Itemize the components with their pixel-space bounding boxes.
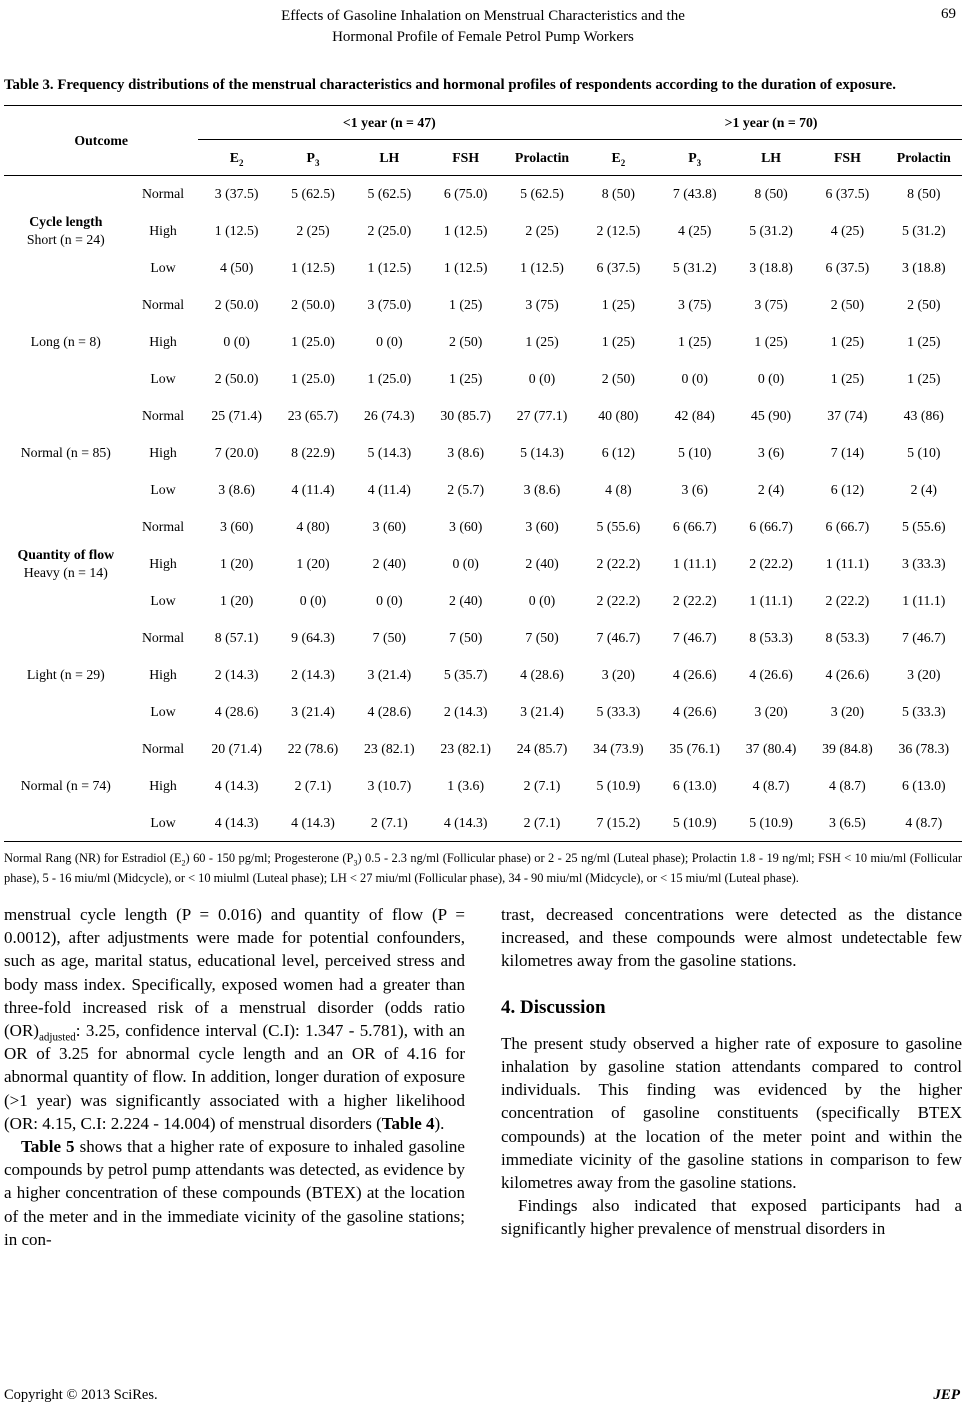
table-cell: 3 (60) <box>219 519 254 534</box>
table-cell: 1 (12.5) <box>214 223 259 238</box>
table-cell: 3 (20) <box>754 704 788 719</box>
table-cell: 3 (8.6) <box>523 482 561 497</box>
table-cell: 4 (8.7) <box>752 778 790 793</box>
table-row <box>4 620 962 657</box>
outcome-group-label-bold: Quantity of flow <box>17 547 115 562</box>
table-cell: 2 (50.0) <box>214 297 259 312</box>
table-cell: 1 (12.5) <box>443 223 488 238</box>
subscript-text: 2 <box>181 858 186 868</box>
right-column <box>501 903 962 1251</box>
table-cell: 6 (12) <box>601 445 636 460</box>
level-label: High <box>149 334 177 349</box>
table-cell: 22 (78.6) <box>287 741 339 756</box>
table-cell: 3 (20) <box>601 667 636 682</box>
table-cell: 5 (10.9) <box>749 814 793 830</box>
table-row <box>4 213 962 250</box>
table-cell: 3 (8.6) <box>218 482 256 497</box>
table-cell: 7 (50) <box>525 630 559 645</box>
table-row <box>4 472 962 509</box>
hormone-column-header: Prolactin <box>886 140 962 176</box>
table-cell: 2 (40) <box>449 593 483 608</box>
table-cell: 4 (50) <box>219 260 254 275</box>
table-cell: 3 (20) <box>830 704 865 719</box>
table-cell: 1 (25) <box>907 334 941 349</box>
table-cell: 7 (50) <box>449 630 483 645</box>
table-cell: 2 (50.0) <box>291 297 335 312</box>
table-row <box>4 546 962 583</box>
table-row <box>4 583 962 620</box>
table-cell: 1 (25.0) <box>367 371 412 386</box>
outcome-group-label: Cycle length Short (n = 24) <box>26 214 105 248</box>
body-text <box>4 903 962 1251</box>
hormone-column-header: $E_2$ <box>580 140 656 176</box>
table-cell: 3 (75.0) <box>367 297 412 312</box>
table-cell: 0 (0) <box>528 371 556 386</box>
level-label: Normal <box>141 519 185 534</box>
table-cell: 6 (13.0) <box>672 778 717 793</box>
outcome-group-label-bold: Cycle length <box>29 214 103 230</box>
table-cell: 3 (21.4) <box>367 667 412 682</box>
table-cell: 1 (25.0) <box>291 334 335 349</box>
table-cell: 3 (8.6) <box>447 445 485 460</box>
table-row <box>4 435 962 472</box>
table-cell: 37 (74) <box>827 408 868 423</box>
table-cell: 2 (7.1) <box>523 778 561 793</box>
outcome-group-label: Long (n = 8) <box>30 334 101 349</box>
level-label: Normal <box>141 408 185 423</box>
subscript-text: 2 <box>239 157 244 168</box>
table-row <box>4 694 962 731</box>
table3-caption: Table 3. Frequency distributions of the menstrual characteristics and hormonal profiles of respondents according to the duration of exposure. <box>4 77 896 93</box>
table-cell: 43 (86) <box>903 408 944 423</box>
table-cell: 8 (50) <box>601 186 636 202</box>
table-cell: 1 (11.1) <box>749 593 793 608</box>
table-cell: 8 (53.3) <box>749 630 793 645</box>
table-cell: 6 (37.5) <box>825 186 870 202</box>
right-column-discussion-paragraphs <box>501 1032 962 1241</box>
table-cell: 1 (20) <box>296 556 330 571</box>
outcome-group-label: Light (n = 29) <box>26 667 105 682</box>
table-cell: 2 (14.3) <box>214 667 259 682</box>
table-cell: 4 (80) <box>296 519 330 534</box>
table-cell: 1 (20) <box>219 593 254 608</box>
table-cell: 1 (25) <box>830 334 865 349</box>
table-cell: 2 (25) <box>296 223 330 238</box>
table-cell: 5 (62.5) <box>291 186 335 202</box>
table-cell: 26 (74.3) <box>364 408 415 423</box>
table-cell: 2 (50) <box>449 334 483 349</box>
level-label: Low <box>150 371 176 386</box>
table-cell: 8 (22.9) <box>291 445 335 460</box>
table-cell: 3 (18.8) <box>749 260 793 275</box>
table3-footnote: Normal Rang (NR) for Estradiol $(E_2)$ 60 - 150 pg/ml; Progesterone $(P_3)$ 0.5 - 2.3 ng/ml (Follicular phase) or 2 - 25 ng/ml (Luteal phase); Prolactin 1.8 - 19 ng/ml; FSH < 10 miu/ml (Follicular phase), 5 - 16 miu/ml (Midcycle), or < 10 miulml (Luteal phase); LH < 27 miu/ml (Follicular phase), 34 - 90 miu/ml (Midcycle), or < 15 miu/ml (Luteal phase). <box>4 851 962 885</box>
table3-header <box>4 106 962 176</box>
table-cell: 7 (14) <box>830 445 865 460</box>
level-label: Low <box>150 260 176 275</box>
body-paragraph: The present study observed a higher rate of exposure to gasoline inhalation by gasoline station attendants compared to control individuals. This finding was evidenced by the higher concentration of gasoline constituents (specifically BTEX compounds) at the location of the meter point and within the immediate vicinity of the gasoline stations in comparison to few kilometres away from the gasoline stations. <box>501 1033 962 1193</box>
table-cell: 1 (20) <box>219 556 254 571</box>
level-label: High <box>149 778 177 793</box>
table-cell: 4 (26.6) <box>749 667 793 682</box>
table-cell: 3 (6.5) <box>828 814 866 830</box>
level-label: High <box>149 445 177 460</box>
outcome-group-label: Normal (n = 74) <box>20 777 111 793</box>
table-cell: 4 (14.3) <box>214 814 259 830</box>
table-cell: 25 (71.4) <box>211 408 262 423</box>
table-row <box>4 657 962 694</box>
table-cell: 2 (7.1) <box>294 778 332 793</box>
level-label: Low <box>150 704 176 719</box>
table-cell: 3 (21.4) <box>520 704 564 719</box>
subscript-text: 3 <box>696 157 702 168</box>
table-cell: 6 (66.7) <box>672 519 717 534</box>
table-cell: 5 (62.5) <box>520 186 564 202</box>
journal-abbreviation: JEP <box>933 1387 960 1403</box>
table-cell: 5 (10.9) <box>596 778 641 793</box>
table-cell: 7 (46.7) <box>901 630 946 645</box>
table-cell: 7 (43.8) <box>672 186 717 202</box>
table-cell: 4 (8) <box>605 482 632 497</box>
table-cell: 5 (31.2) <box>901 223 946 238</box>
table-cell: 5 (55.6) <box>596 519 641 534</box>
table-row <box>4 287 962 324</box>
table-cell: 2 (22.2) <box>825 593 870 608</box>
table-cell: 1 (25) <box>601 297 636 312</box>
table-cell: 3 (21.4) <box>291 704 335 719</box>
table3 <box>4 105 962 842</box>
table-cell: 7 (15.2) <box>596 814 641 830</box>
discussion-heading: 4. Discussion <box>501 996 606 1018</box>
table-cell: 2 (25.0) <box>367 223 412 238</box>
table-cell: 2 (22.2) <box>672 593 717 608</box>
table-cell: 1 (25) <box>754 334 788 349</box>
table-cell: 3 (60) <box>449 519 483 534</box>
right-column-top-paragraphs <box>501 903 962 973</box>
table-cell: 5 (33.3) <box>901 704 946 719</box>
table-cell: 5 (62.5) <box>367 186 412 202</box>
table-row <box>4 250 962 287</box>
running-head <box>4 6 962 48</box>
table-cell: 4 (8.7) <box>828 778 866 793</box>
page-number: 69 <box>941 6 956 22</box>
table-cell: 24 (85.7) <box>516 741 568 756</box>
table-cell: 6 (66.7) <box>749 519 793 534</box>
table-cell: 2 (50.0) <box>214 371 259 386</box>
table-cell: 1 (25.0) <box>291 371 335 386</box>
table-cell: 3 (6) <box>757 445 785 460</box>
table-cell: 2 (25) <box>525 223 559 238</box>
table-cell: 8 (50) <box>907 186 941 202</box>
outcome-column-header: Outcome <box>4 106 198 176</box>
subscript-text: 2 <box>620 157 626 168</box>
table-cell: 3 (33.3) <box>901 556 946 571</box>
table-cell: 4 (8.7) <box>905 814 943 830</box>
table-cell: 2 (14.3) <box>291 667 335 682</box>
table-cell: 5 (14.3) <box>520 445 564 460</box>
table-cell: 3 (60) <box>525 519 559 534</box>
table-cell: 5 (33.3) <box>596 704 641 719</box>
table-cell: 2 (7.1) <box>370 814 408 830</box>
table-cell: 1 (25) <box>907 371 941 386</box>
bold-text: Table 5 <box>21 1137 75 1157</box>
level-label: Normal <box>141 186 185 202</box>
table-cell: 2 (50) <box>907 297 941 312</box>
table-cell: 2 (22.2) <box>596 593 641 608</box>
hormone-column-header: $E_2$ <box>198 140 274 176</box>
table-cell: 5 (10) <box>678 445 712 460</box>
level-label: Normal <box>141 297 185 312</box>
table3-body <box>4 176 962 842</box>
table-cell: 2 (50) <box>830 297 865 312</box>
copyright-notice: Copyright © 2013 SciRes. <box>4 1387 158 1403</box>
subscript-text: 3 <box>314 157 320 168</box>
hormone-column-header: $P_3$ <box>275 140 351 176</box>
table-cell: 40 (80) <box>598 408 639 423</box>
level-label: High <box>149 223 177 238</box>
table-cell: 5 (35.7) <box>443 667 488 682</box>
table-cell: 4 (26.6) <box>672 704 717 719</box>
table-cell: 37 (80.4) <box>745 741 797 756</box>
left-column <box>4 903 465 1251</box>
table-group-header-row <box>4 106 962 140</box>
outcome-group-label: Normal (n = 85) <box>20 445 111 460</box>
outcome-group-label: Quantity of flow Heavy (n = 14) <box>17 547 115 580</box>
table-cell: 1 (12.5) <box>443 260 488 275</box>
table-cell: 4 (14.3) <box>443 814 488 830</box>
table-cell: 1 (11.1) <box>673 556 717 571</box>
exposure-group-header-gt1yr: >1 year (n = 70) <box>580 106 962 140</box>
table-cell: 34 (73.9) <box>593 741 644 756</box>
table-cell: 30 (85.7) <box>440 408 491 423</box>
table-cell: 4 (28.6) <box>520 667 564 682</box>
table-cell: 2 (12.5) <box>596 223 641 238</box>
level-label: High <box>149 556 177 571</box>
table-cell: 1 (11.1) <box>825 556 869 571</box>
table-cell: 5 (31.2) <box>672 260 717 275</box>
table-cell: 2 (4) <box>910 482 937 497</box>
table-cell: 20 (71.4) <box>211 741 262 756</box>
table-cell: 2 (22.2) <box>596 556 641 571</box>
table-cell: 5 (55.6) <box>901 519 946 534</box>
hormone-column-header: LH <box>733 140 809 176</box>
running-head-title-line2: Hormonal Profile of Female Petrol Pump Workers <box>332 29 634 45</box>
level-label: Low <box>150 482 176 497</box>
table-cell: 42 (84) <box>674 408 715 423</box>
level-label: Low <box>150 814 176 830</box>
table-cell: 4 (26.6) <box>825 667 870 682</box>
table-cell: 9 (64.3) <box>291 630 335 645</box>
table-cell: 2 (22.2) <box>749 556 793 571</box>
table-cell: 4 (14.3) <box>291 814 335 830</box>
table-cell: 3 (10.7) <box>367 778 412 793</box>
table-cell: 5 (14.3) <box>367 445 412 460</box>
table-cell: 3 (75) <box>754 297 788 312</box>
level-label: Normal <box>141 741 185 756</box>
table-cell: 4 (28.6) <box>214 704 259 719</box>
table-row <box>4 805 962 842</box>
body-paragraph: Table 5 shows that a higher rate of exposure to inhaled gasoline compounds by petrol pump attendants was detected, as evidence by a higher concentration of these compounds (BTEX) at the location of the meter and in the immediate vicinity of the gasoline stations; in con- <box>4 1137 465 1249</box>
table-cell: 6 (75.0) <box>443 186 488 202</box>
level-label: High <box>149 667 177 682</box>
bold-text: Table 4 <box>381 1113 435 1133</box>
table-cell: 4 (11.4) <box>291 482 335 497</box>
table-cell: 0 (0) <box>528 593 556 608</box>
subscript-text: 3 <box>353 858 358 868</box>
table-cell: 2 (7.1) <box>523 814 561 830</box>
table-cell: 6 (13.0) <box>901 778 946 793</box>
table-cell: 1 (25) <box>525 334 559 349</box>
table-cell: 1 (25) <box>601 334 636 349</box>
table-cell: 2 (50) <box>601 371 636 386</box>
table-cell: 8 (50) <box>754 186 788 202</box>
table-cell: 2 (14.3) <box>443 704 488 719</box>
table-cell: 1 (25) <box>830 371 865 386</box>
table-row <box>4 361 962 398</box>
table-cell: 2 (4) <box>757 482 785 497</box>
table-cell: 6 (12) <box>830 482 865 497</box>
table-cell: 1 (12.5) <box>367 260 412 275</box>
hormone-column-header: LH <box>351 140 427 176</box>
hormone-column-header: $P_3$ <box>657 140 733 176</box>
table-cell: 8 (53.3) <box>825 630 870 645</box>
page-footer <box>4 1387 960 1404</box>
table-cell: 6 (66.7) <box>825 519 870 534</box>
table-cell: 5 (31.2) <box>749 223 793 238</box>
table-cell: 7 (20.0) <box>214 445 259 460</box>
table-cell: 1 (12.5) <box>520 260 564 275</box>
table-cell: 3 (37.5) <box>214 186 259 202</box>
table-cell: 7 (46.7) <box>672 630 717 645</box>
subscript-text: adjusted <box>38 1031 76 1044</box>
table-cell: 3 (75) <box>525 297 559 312</box>
body-paragraph: menstrual cycle length (P = 0.016) and quantity of flow (P = 0.0012), after adjustments were made for potential confounders, such as age, marital status, educational level, perceived stress and body mass index. Specifically, exposed women had a greater than three-fold increased risk of a menstrual disorder (odds ratio $(OR)_{adjusted}$: 3.25, confidence interval (C.I): 1.347 - 5.781), with an OR of 3.25 for abnormal cycle length and an OR of 4.16 for abnormal quantity of flow. In addition, longer duration of exposure (>1 year) was significantly associated with a higher likelihood (OR: 4.15, C.I: 2.224 - 14.004) of menstrual disorders (Table 4). <box>4 905 465 1133</box>
table-cell: 35 (76.1) <box>669 741 720 756</box>
table-cell: 1 (25) <box>449 297 483 312</box>
table-cell: 1 (25) <box>678 334 712 349</box>
table-row <box>4 509 962 546</box>
table-row <box>4 324 962 361</box>
table-cell: 2 (40) <box>372 556 406 571</box>
table-cell: 6 (37.5) <box>596 260 641 275</box>
table-cell: 4 (14.3) <box>214 778 259 793</box>
running-head-title <box>4 6 962 48</box>
body-paragraph: Findings also indicated that exposed participants had a significantly higher prevalence of menstrual disorders in <box>501 1196 962 1239</box>
table-cell: 0 (0) <box>223 334 250 349</box>
table-cell: 0 (0) <box>757 371 785 386</box>
table-cell: 1 (25) <box>449 371 483 386</box>
level-label: Normal <box>141 630 185 645</box>
table-row <box>4 768 962 805</box>
level-label: Low <box>150 593 176 608</box>
table-cell: 23 (65.7) <box>287 408 339 423</box>
hormone-column-header: FSH <box>809 140 885 176</box>
table-cell: 5 (10.9) <box>672 814 717 830</box>
table-cell: 0 (0) <box>452 556 479 571</box>
table-cell: 27 (77.1) <box>516 408 568 423</box>
table-cell: 4 (25) <box>830 223 865 238</box>
table-cell: 3 (60) <box>372 519 406 534</box>
table-cell: 0 (0) <box>681 371 708 386</box>
table-row <box>4 731 962 768</box>
table-cell: 3 (6) <box>681 482 708 497</box>
table-cell: 4 (28.6) <box>367 704 412 719</box>
table-cell: 2 (40) <box>525 556 559 571</box>
hormone-column-header: FSH <box>428 140 504 176</box>
table-cell: 6 (37.5) <box>825 260 870 275</box>
hormone-column-header: Prolactin <box>504 140 580 176</box>
table-cell: 0 (0) <box>376 593 403 608</box>
table-cell: 3 (75) <box>678 297 712 312</box>
table-cell: 1 (3.6) <box>447 778 485 793</box>
table-cell: 5 (10) <box>907 445 941 460</box>
table-cell: 7 (46.7) <box>596 630 641 645</box>
table-cell: 36 (78.3) <box>898 741 950 756</box>
table-cell: 23 (82.1) <box>364 741 415 756</box>
table-cell: 4 (11.4) <box>367 482 411 497</box>
table-cell: 0 (0) <box>376 334 403 349</box>
table-cell: 3 (20) <box>907 667 941 682</box>
table-cell: 1 (11.1) <box>902 593 946 608</box>
body-paragraph: trast, decreased concentrations were detected as the distance increased, and these compounds were almost undetectable few kilometres away from the gasoline stations. <box>501 905 962 971</box>
table-cell: 23 (82.1) <box>440 741 491 756</box>
table-cell: 45 (90) <box>750 408 792 423</box>
table-cell: 1 (12.5) <box>291 260 335 275</box>
running-head-title-line1: Effects of Gasoline Inhalation on Menstrual Characteristics and the <box>281 8 685 24</box>
table-cell: 8 (57.1) <box>214 630 259 645</box>
table-cell: 7 (50) <box>372 630 406 645</box>
table-cell: 3 (18.8) <box>901 260 946 275</box>
table-cell: 0 (0) <box>299 593 327 608</box>
table-cell: 2 (5.7) <box>447 482 485 497</box>
table-row <box>4 176 962 213</box>
table-cell: 4 (26.6) <box>672 667 717 682</box>
table-row <box>4 398 962 435</box>
exposure-group-header-lt1yr: <1 year (n = 47) <box>198 106 580 140</box>
table-cell: 39 (84.8) <box>822 741 873 756</box>
table-cell: 4 (25) <box>678 223 712 238</box>
